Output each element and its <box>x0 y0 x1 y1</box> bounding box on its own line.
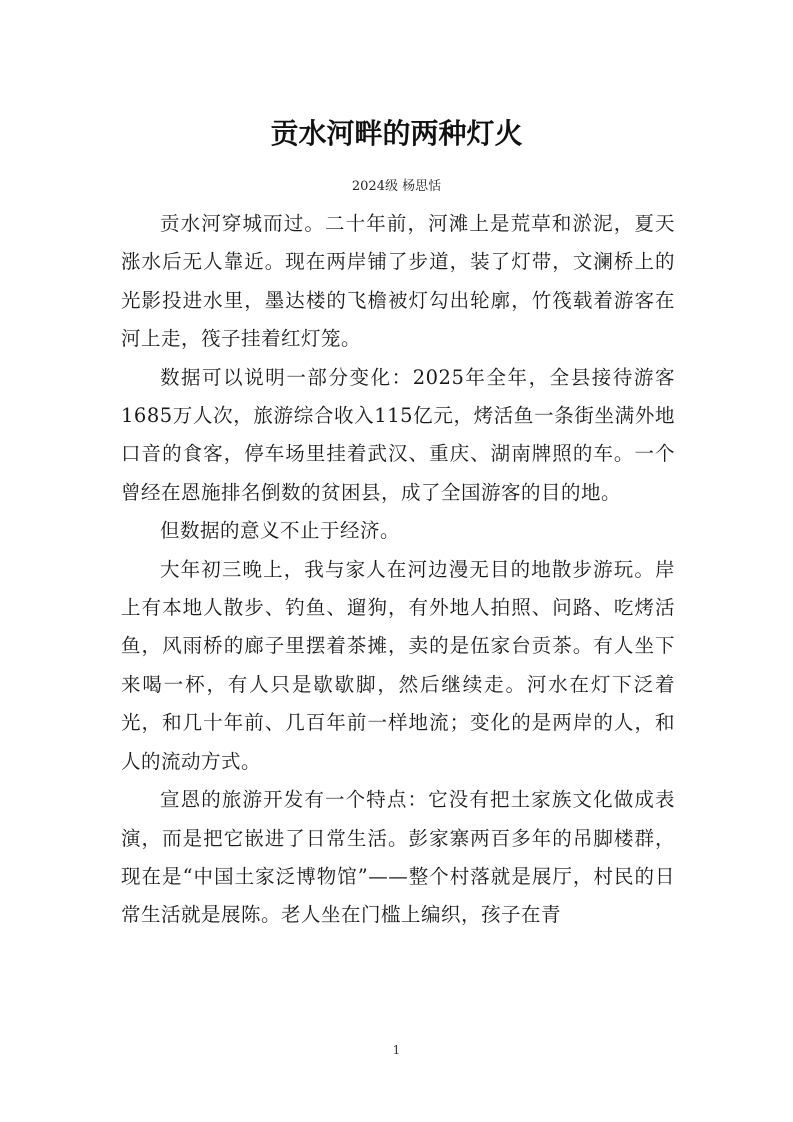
paragraph: 数据可以说明一部分变化：2025年全年，全县接待游客1685万人次，旅游综合收入115亿元，烤活鱼一条街坐满外地口音的食客，停车场里挂着武汉、重庆、湖南牌照的车。一个曾经在恩施排名倒数的贫困县，成了全国游客的目的地。 <box>121 365 675 504</box>
document-body <box>121 205 675 935</box>
paragraph: 宣恩的旅游开发有一个特点：它没有把土家族文化做成表演，而是把它嵌进了日常生活。彭家寨两百多年的吊脚楼群，现在是“中国土家泛博物馆”——整个村落就是展厅，村民的日常生活就是展陈。老人坐在门槛上编织，孩子在青 <box>121 788 675 927</box>
author-byline: 2024级 杨思恬 <box>351 179 442 194</box>
paragraph: 大年初三晚上，我与家人在河边漫无目的地散步游玩。岸上有本地人散步、钓鱼、遛狗，有外地人拍照、问路、吃烤活鱼，风雨桥的廊子里摆着茶摊，卖的是伍家台贡茶。有人坐下来喝一杯，有人只是歇歇脚，然后继续走。河水在灯下泛着光，和几十年前、几百年前一样地流；变化的是两岸的人，和人的流动方式。 <box>121 557 675 773</box>
document-title: 贡水河畔的两种灯火 <box>270 117 523 150</box>
paragraph: 但数据的意义不止于经济。 <box>160 519 401 543</box>
page-number: 1 <box>392 1043 401 1057</box>
paragraph: 贡水河穿城而过。二十年前，河滩上是荒草和淤泥，夏天涨水后无人靠近。现在两岸铺了步道，装了灯带，文澜桥上的光影投进水里，墨达楼的飞檐被灯勾出轮廓，竹筏载着游客在河上走，筏子挂着红灯笼。 <box>121 212 675 351</box>
